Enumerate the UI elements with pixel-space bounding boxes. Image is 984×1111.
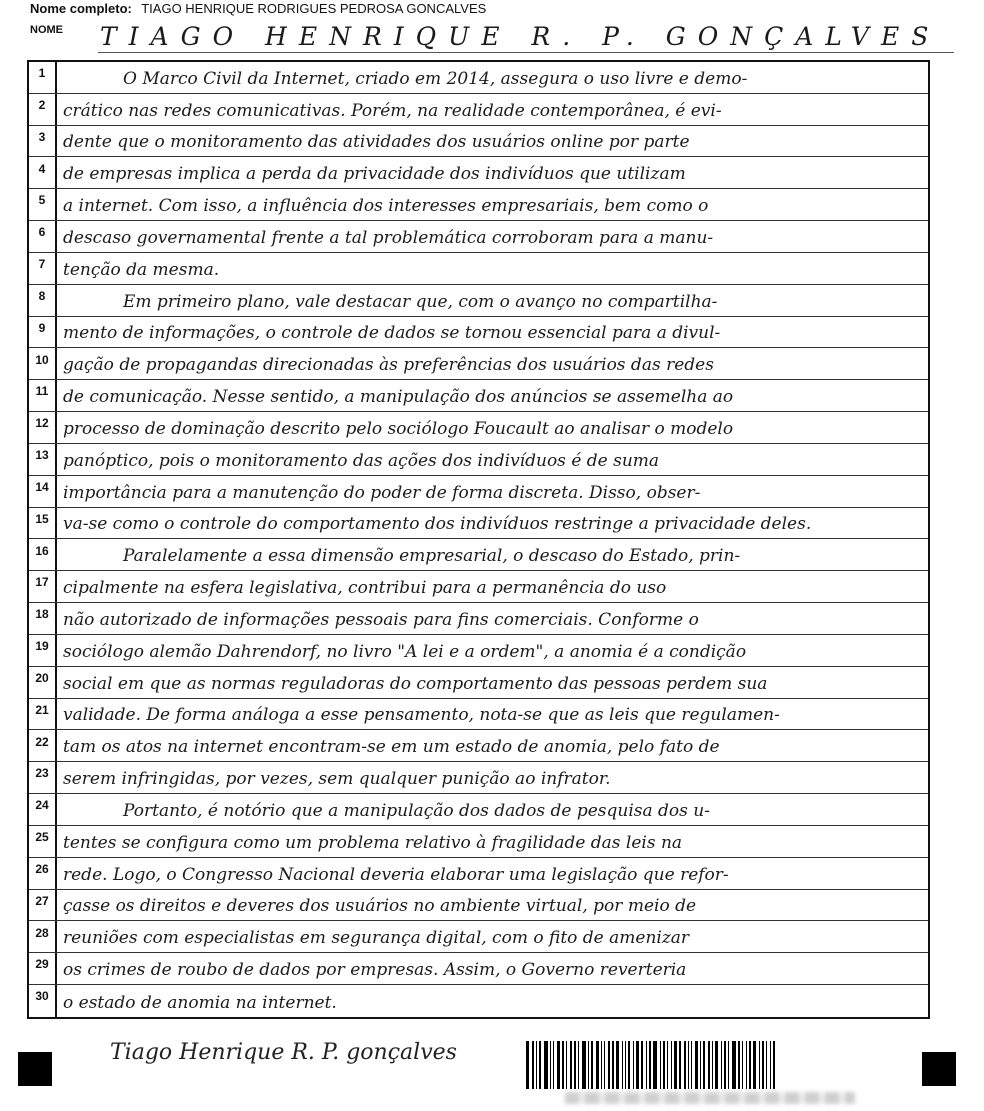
barcode-bar bbox=[679, 1041, 681, 1089]
barcode-bar bbox=[526, 1041, 529, 1089]
barcode-bar bbox=[759, 1041, 760, 1089]
barcode-bar bbox=[601, 1041, 602, 1089]
line-text: çasse os direitos e deveres dos usuários no ambiente virtual, por meio de bbox=[63, 896, 697, 917]
barcode-bar bbox=[588, 1041, 589, 1089]
barcode-bar bbox=[616, 1041, 619, 1089]
line-text: tenção da mesma. bbox=[63, 259, 220, 280]
line-number: 3 bbox=[38, 129, 46, 144]
barcode-bar bbox=[636, 1041, 639, 1089]
essay-line bbox=[29, 635, 928, 667]
essay-line bbox=[29, 189, 928, 221]
essay-line bbox=[29, 826, 928, 858]
line-text: processo de dominação descrito pelo sociólogo Foucault ao analisar o modelo bbox=[63, 418, 734, 439]
alignment-mark-right bbox=[922, 1052, 956, 1086]
barcode-bar bbox=[742, 1041, 743, 1089]
line-number: 26 bbox=[35, 861, 49, 876]
barcode-bar bbox=[732, 1041, 736, 1089]
barcode-bar bbox=[553, 1041, 554, 1089]
line-number: 14 bbox=[35, 479, 49, 494]
essay-line bbox=[29, 731, 928, 763]
line-number: 28 bbox=[35, 925, 49, 940]
full-name-line bbox=[30, 0, 486, 18]
barcode-bar bbox=[762, 1041, 764, 1089]
barcode-bar bbox=[550, 1041, 551, 1089]
barcode-bar bbox=[660, 1041, 661, 1089]
blurred-code bbox=[565, 1092, 855, 1104]
line-number: 15 bbox=[35, 511, 49, 526]
line-number: 25 bbox=[35, 830, 49, 844]
name-label: NOME bbox=[30, 24, 63, 36]
barcode-bar bbox=[688, 1041, 689, 1089]
line-number: 2 bbox=[38, 97, 46, 112]
essay-line bbox=[29, 476, 928, 508]
line-number: 21 bbox=[35, 702, 49, 717]
barcode-bar bbox=[539, 1041, 541, 1089]
line-text: descaso governamental frente a tal problemática corroboram para a manu- bbox=[63, 227, 714, 248]
essay-line bbox=[29, 253, 928, 285]
barcode-bar bbox=[532, 1041, 534, 1089]
line-number: 16 bbox=[35, 543, 49, 558]
line-text: social em que as normas reguladoras do comportamento das pessoas perdem sua bbox=[63, 673, 768, 694]
alignment-mark-left bbox=[18, 1052, 52, 1086]
line-number: 4 bbox=[38, 161, 46, 176]
line-text: de empresas implica a perda da privacidade dos indivíduos que utilizam bbox=[63, 164, 686, 185]
essay-line bbox=[29, 571, 928, 603]
line-text: crático nas redes comunicativas. Porém, na realidade contemporânea, é evi- bbox=[63, 100, 722, 121]
barcode-bar bbox=[608, 1041, 610, 1089]
barcode-bar bbox=[612, 1041, 614, 1089]
barcode-bar bbox=[691, 1041, 692, 1089]
essay-line bbox=[29, 380, 928, 412]
barcode-bar bbox=[628, 1041, 630, 1089]
line-number: 23 bbox=[35, 766, 49, 781]
name-underline bbox=[98, 52, 954, 53]
essay-line bbox=[29, 62, 928, 94]
barcode-bar bbox=[646, 1041, 647, 1089]
line-text: Paralelamente a essa dimensão empresarial, o descaso do Estado, prin- bbox=[123, 546, 741, 567]
barcode-bar bbox=[641, 1041, 643, 1089]
line-number: 30 bbox=[35, 989, 49, 1004]
line-text: cipalmente na esfera legislativa, contribui para a permanência do uso bbox=[63, 578, 667, 599]
line-text: gação de propagandas direcionadas às preferências dos usuários das redes bbox=[63, 355, 714, 376]
name-handwritten: TIAGO HENRIQUE R. P. GONÇALVES bbox=[100, 22, 941, 51]
barcode-bar bbox=[700, 1041, 701, 1089]
barcode-bar bbox=[746, 1041, 747, 1089]
line-number: 1 bbox=[38, 66, 46, 80]
essay-line bbox=[29, 858, 928, 890]
line-text: sociólogo alemão Dahrendorf, no livro "A lei e a ordem", a anomia é a condição bbox=[63, 641, 747, 662]
essay-line bbox=[29, 94, 928, 126]
barcode-bar bbox=[663, 1041, 665, 1089]
line-number: 11 bbox=[35, 384, 49, 399]
essay-line bbox=[29, 317, 928, 349]
essay-line bbox=[29, 667, 928, 699]
line-number: 19 bbox=[35, 639, 49, 653]
line-number: 24 bbox=[35, 798, 49, 813]
essay-line bbox=[29, 221, 928, 253]
barcode bbox=[526, 1041, 908, 1089]
essay-line bbox=[29, 158, 928, 190]
line-text: mento de informações, o controle de dados se tornou essencial para a divul- bbox=[63, 323, 721, 344]
line-text: va-se como o controle do comportamento dos indivíduos restringe a privacidade deles. bbox=[63, 514, 812, 535]
line-text: os crimes de roubo de dados por empresas. Assim, o Governo reverteria bbox=[63, 960, 687, 981]
barcode-bar bbox=[738, 1041, 740, 1089]
line-number: 13 bbox=[35, 448, 49, 462]
barcode-bar bbox=[721, 1041, 722, 1089]
line-text: panóptico, pois o monitoramento das ações dos indivíduos é de suma bbox=[63, 450, 660, 471]
line-number: 18 bbox=[35, 607, 49, 622]
barcode-bar bbox=[562, 1041, 564, 1089]
line-text: validade. De forma análoga a esse pensamento, nota-se que as leis que regulamen- bbox=[63, 705, 780, 726]
essay-line bbox=[29, 126, 928, 158]
barcode-bar bbox=[749, 1041, 751, 1089]
signature: Tiago Henrique R. P. gonçalves bbox=[110, 1040, 457, 1065]
essay-line bbox=[29, 444, 928, 476]
barcode-bar bbox=[674, 1041, 677, 1089]
barcode-bar bbox=[582, 1041, 586, 1089]
line-text: O Marco Civil da Internet, criado em 2014, assegura o uso livre e demo- bbox=[123, 68, 748, 89]
essay-line bbox=[29, 922, 928, 954]
essay-line bbox=[29, 603, 928, 635]
line-text: de comunicação. Nesse sentido, a manipulação dos anúncios se assemelha ao bbox=[63, 387, 734, 408]
barcode-bar bbox=[671, 1041, 672, 1089]
barcode-bar bbox=[708, 1041, 710, 1089]
line-text: rede. Logo, o Congresso Nacional deveria elaborar uma legislação que refor- bbox=[63, 864, 729, 885]
line-number: 8 bbox=[38, 288, 46, 303]
essay-line bbox=[29, 890, 928, 922]
barcode-bar bbox=[667, 1041, 668, 1089]
essay-line bbox=[29, 412, 928, 444]
line-number: 10 bbox=[35, 352, 49, 367]
barcode-bar bbox=[566, 1041, 567, 1089]
barcode-bar bbox=[625, 1041, 626, 1089]
barcode-bar bbox=[684, 1041, 686, 1089]
name-row bbox=[30, 18, 954, 56]
line-text: reuniões com especialistas em segurança digital, com o fito de amenizar bbox=[63, 928, 690, 949]
essay-line bbox=[29, 762, 928, 794]
full-name-value: TIAGO HENRIQUE RODRIGUES PEDROSA GONCALVES bbox=[141, 1, 487, 16]
full-name-label: Nome completo: bbox=[30, 1, 132, 16]
line-number: 22 bbox=[35, 734, 49, 749]
essay-line bbox=[29, 349, 928, 381]
line-text: serem infringidas, por vezes, sem qualquer punição ao infrator. bbox=[63, 769, 611, 790]
essay-line bbox=[29, 285, 928, 317]
barcode-bar bbox=[753, 1041, 756, 1089]
line-text: o estado de anomia na internet. bbox=[63, 992, 337, 1013]
barcode-bar bbox=[766, 1041, 767, 1089]
barcode-bar bbox=[536, 1041, 537, 1089]
line-text: importância para a manutenção do poder de forma discreta. Disso, obser- bbox=[63, 482, 701, 503]
line-number: 7 bbox=[38, 257, 46, 271]
line-text: não autorizado de informações pessoais para fins comerciais. Conforme o bbox=[63, 609, 699, 630]
line-number: 29 bbox=[35, 957, 49, 972]
essay-line bbox=[29, 794, 928, 826]
line-number: 27 bbox=[35, 893, 49, 908]
barcode-bar bbox=[695, 1041, 698, 1089]
barcode-bar bbox=[773, 1041, 775, 1089]
answer-sheet bbox=[27, 60, 930, 1019]
barcode-bar bbox=[604, 1041, 605, 1089]
barcode-bar bbox=[591, 1041, 593, 1089]
line-text: a internet. Com isso, a influência dos interesses empresariais, bem como o bbox=[63, 196, 709, 217]
line-text: Portanto, é notório que a manipulação dos dados de pesquisa dos u- bbox=[123, 800, 710, 821]
essay-line bbox=[29, 540, 928, 572]
line-text: dente que o monitoramento das atividades dos usuários online por parte bbox=[63, 132, 690, 153]
barcode-bar bbox=[570, 1041, 572, 1089]
barcode-bar bbox=[622, 1041, 623, 1089]
line-number: 20 bbox=[35, 670, 49, 685]
line-number: 12 bbox=[35, 416, 49, 431]
line-text: Em primeiro plano, vale destacar que, com o avanço no compartilha- bbox=[123, 291, 718, 312]
barcode-bar bbox=[596, 1041, 599, 1089]
essay-line bbox=[29, 699, 928, 731]
line-text: tentes se configura como um problema relativo à fragilidade das leis na bbox=[63, 832, 683, 853]
line-number: 6 bbox=[38, 225, 46, 240]
barcode-bar bbox=[578, 1041, 579, 1089]
line-number: 9 bbox=[38, 320, 46, 335]
line-number: 17 bbox=[35, 575, 49, 590]
barcode-bar bbox=[770, 1041, 771, 1089]
barcode-bar bbox=[712, 1041, 713, 1089]
barcode-bar bbox=[633, 1041, 634, 1089]
essay-line bbox=[29, 508, 928, 540]
essay-line bbox=[29, 985, 928, 1017]
barcode-bar bbox=[703, 1041, 705, 1089]
line-text: tam os atos na internet encontram-se em um estado de anomia, pelo fato de bbox=[63, 737, 720, 758]
barcode-bar bbox=[653, 1041, 657, 1089]
barcode-bar bbox=[544, 1041, 548, 1089]
barcode-bar bbox=[557, 1041, 560, 1089]
barcode-bar bbox=[574, 1041, 576, 1089]
barcode-bar bbox=[728, 1041, 729, 1089]
barcode-bar bbox=[724, 1041, 726, 1089]
essay-line bbox=[29, 953, 928, 985]
line-number: 5 bbox=[38, 193, 46, 208]
barcode-bar bbox=[715, 1041, 718, 1089]
barcode-bar bbox=[649, 1041, 651, 1089]
